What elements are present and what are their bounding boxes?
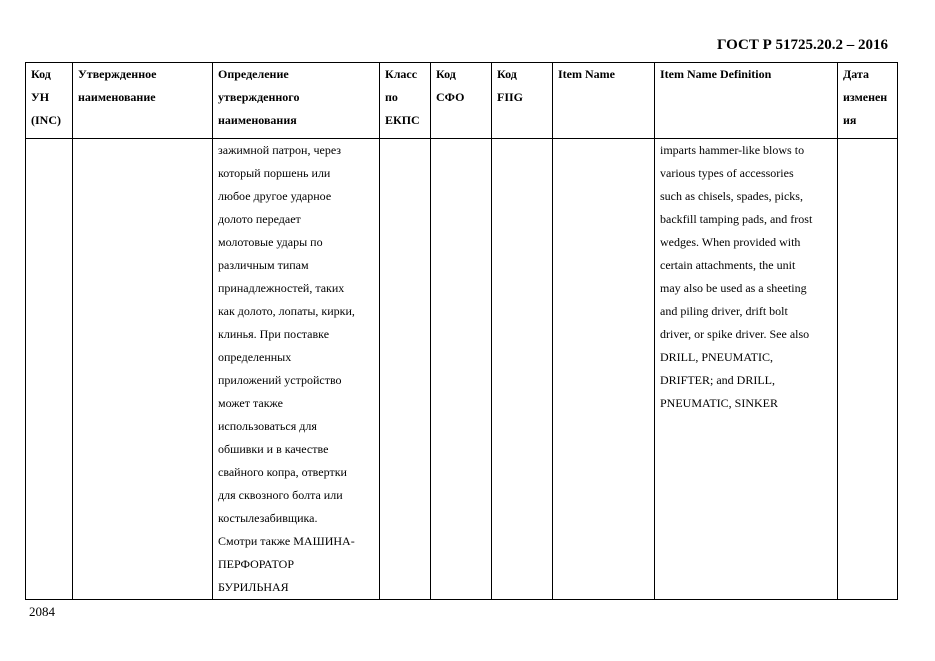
- cell-sfo: [431, 139, 492, 600]
- col-header-item-name: Item Name: [553, 63, 655, 139]
- table-row: [26, 139, 898, 600]
- col-header-change-date: Дата изменен ия: [838, 63, 898, 139]
- cell-class: [380, 139, 431, 600]
- catalog-table: [25, 62, 898, 600]
- cell-inc: [26, 139, 73, 600]
- col-header-sfo: Код СФО: [431, 63, 492, 139]
- table-header-row: [26, 63, 898, 139]
- cell-fiig: [492, 139, 553, 600]
- cell-approved-name: [73, 139, 213, 600]
- col-header-item-definition: Item Name Definition: [655, 63, 838, 139]
- cell-change-date: [838, 139, 898, 600]
- cell-item-name: [553, 139, 655, 600]
- col-header-inc: Код УН (INC): [26, 63, 73, 139]
- cell-definition-ru: зажимной патрон, через который поршень или любое другое ударное долото передает молотовые удары по различным типам принадлежностей, таких как долото, лопаты, кирки, клинья. При поставке определенных приложений устройство может также использоваться для обшивки и в качестве свайного копра, отвертки для сквозного болта или костылезабивщика. Смотри также МАШИНА- ПЕРФОРАТОР БУРИЛЬНАЯ: [213, 139, 380, 600]
- col-header-approved-name: Утвержденное наименование: [73, 63, 213, 139]
- col-header-fiig: Код FIIG: [492, 63, 553, 139]
- col-header-definition-ru: Определение утвержденного наименования: [213, 63, 380, 139]
- page-number: 2084: [29, 604, 55, 619]
- col-header-class: Класс по ЕКПС: [380, 63, 431, 139]
- cell-definition-en: imparts hammer-like blows to various types of accessories such as chisels, spades, picks, backfill tamping pads, and frost wedges. When provided with certain attachments, the unit may also be used as a sheeting and piling driver, drift bolt driver, or spike driver. See also DRILL, PNEUMATIC, DRIFTER; and DRILL, PNEUMATIC, SINKER: [655, 139, 838, 600]
- document-title: ГОСТ Р 51725.20.2 – 2016: [716, 37, 888, 53]
